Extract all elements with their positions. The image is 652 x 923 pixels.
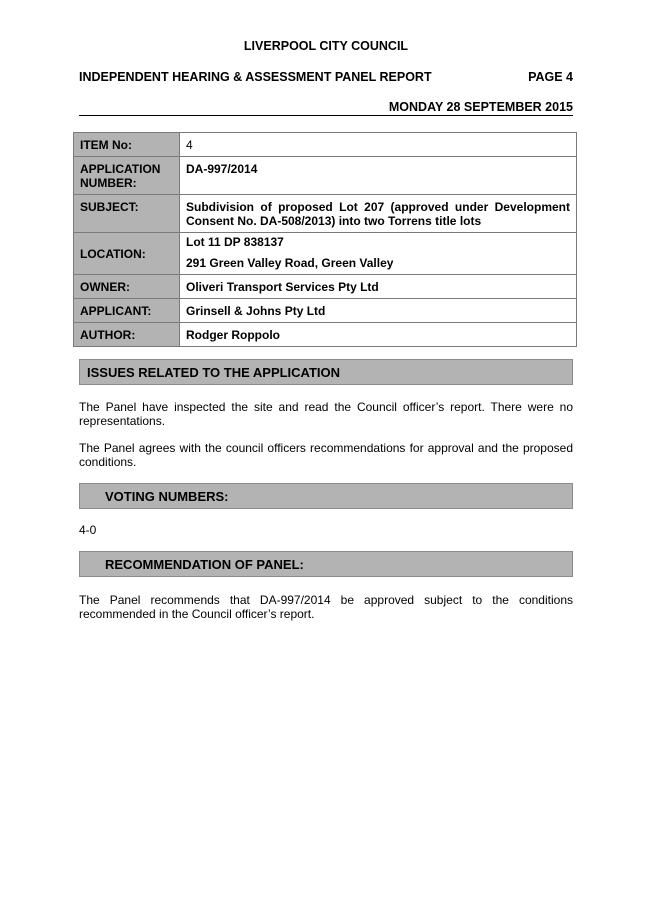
- owner-label: OWNER:: [74, 275, 180, 299]
- council-name: LIVERPOOL CITY COUNCIL: [243, 39, 409, 53]
- applicant-label: APPLICANT:: [74, 299, 180, 323]
- table-row: [74, 195, 577, 233]
- table-row: [74, 275, 577, 299]
- table-row: [74, 133, 577, 157]
- item-no-value: 4: [180, 133, 577, 157]
- item-no-label: ITEM No:: [74, 133, 180, 157]
- author-value: Rodger Roppolo: [180, 323, 577, 347]
- author-label: AUTHOR:: [74, 323, 180, 347]
- location-address: 291 Green Valley Road, Green Valley: [186, 256, 394, 270]
- voting-heading: VOTING NUMBERS:: [79, 483, 573, 509]
- location-lot: Lot 11 DP 838137: [186, 235, 284, 249]
- table-row: [74, 323, 577, 347]
- report-title: INDEPENDENT HEARING & ASSESSMENT PANEL REPORT: [79, 70, 432, 84]
- issues-paragraph-2: The Panel agrees with the council officers recommendations for approval and the proposed conditions.: [79, 441, 573, 469]
- voting-value: 4-0: [79, 523, 97, 537]
- recommendation-heading: RECOMMENDATION OF PANEL:: [79, 551, 573, 577]
- location-label: LOCATION:: [74, 233, 180, 275]
- owner-value: Oliveri Transport Services Pty Ltd: [180, 275, 577, 299]
- subject-label: SUBJECT:: [74, 195, 180, 233]
- application-details-table: [73, 132, 577, 347]
- issues-heading: ISSUES RELATED TO THE APPLICATION: [79, 359, 573, 385]
- subject-value: Subdivision of proposed Lot 207 (approved under Development Consent No. DA-508/2013) into two Torrens title lots: [180, 195, 577, 233]
- page-number: PAGE 4: [528, 70, 573, 84]
- application-number-value: DA-997/2014: [180, 157, 577, 195]
- location-value: [180, 233, 577, 275]
- table-row: [74, 233, 577, 275]
- issues-paragraph-1: The Panel have inspected the site and read the Council officer’s report. There were no representations.: [79, 400, 573, 428]
- application-number-label: APPLICATION NUMBER:: [74, 157, 180, 195]
- table-row: [74, 157, 577, 195]
- table-row: [74, 299, 577, 323]
- recommendation-text: The Panel recommends that DA-997/2014 be approved subject to the conditions recommended in the Council officer’s report.: [79, 593, 573, 621]
- report-date: MONDAY 28 SEPTEMBER 2015: [79, 100, 573, 116]
- applicant-value: Grinsell & Johns Pty Ltd: [180, 299, 577, 323]
